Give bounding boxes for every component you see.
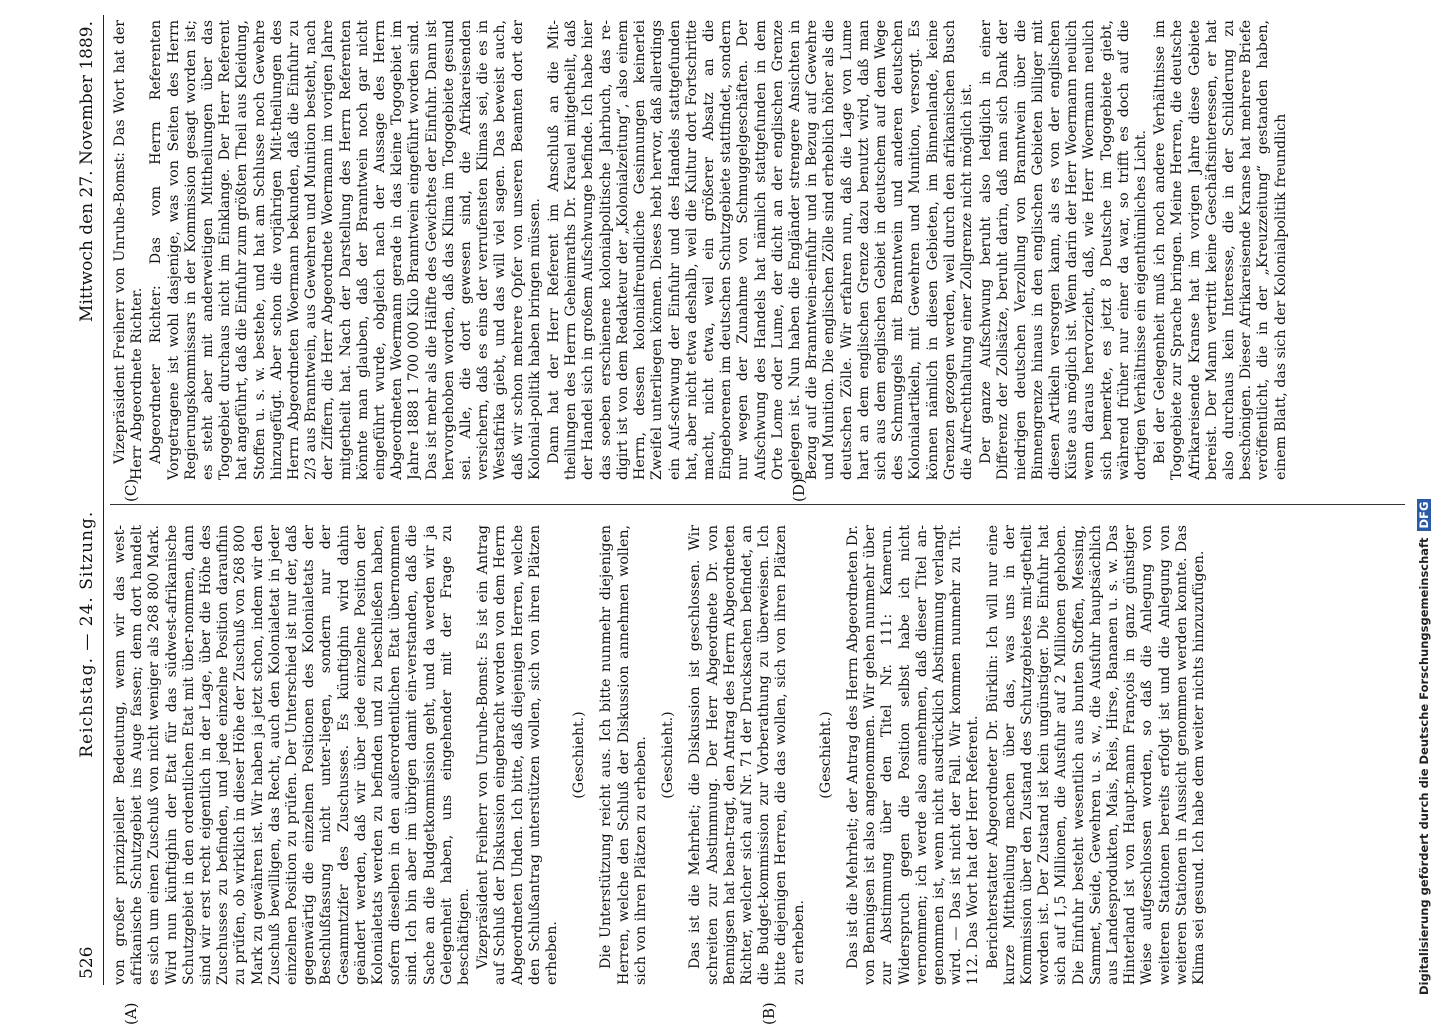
paragraph: Die Unterstützung reicht aus. Ich bitte nunmehr diejenigen Herren, welche den Schluß der Diskussion annehmen wollen, sich von ihren Plätzen zu erheben. — [598, 525, 649, 985]
right-text-column — [112, 20, 1402, 480]
header-title: Reichstag. — 24. Sitzung. — [76, 510, 97, 758]
margin-mark-b: (B) — [760, 1002, 778, 1025]
header-date: Mittwoch den 27. November 1889. — [76, 21, 97, 322]
page-header — [70, 15, 104, 985]
stage-direction: (Geschieht.) — [571, 711, 588, 799]
paragraph: Abgeordneter Richter: Das vom Herrn Referenten Vorgetragene ist wohl dasjenige, was von Seiten des Herrn Regierungskommissars in der Kommission gesagt worden ist; es steht aber mit anderweitigen Mittheilungen über das Togogebiet durchaus nicht im Einklange. Der Herr Referent hat angeführt, daß die Einfuhr zum größten Theil aus Kleidung, Stoffen u. s. w. bestehe, und hat am Schlusse noch Gewehre hinzugefügt. Aber schon die vorjährigen Mit-theilungen des Herrn Abgeordneten Woermann bekunden, daß die Einfuhr zu 2/3 aus Branntwein, aus Gewehren und Munition besteht, nach der Ziffern, die Herr Abgeordnete Woermann im vorigen Jahre mitgetheilt hat. Nach der Darstellung des Herrn Referenten könnte man glauben, daß der Branntwein noch gar nicht eingeführt wurde, obgleich nach der Aussage des Herrn Abgeordneten Woermann gerade in das kleine Togogebiet im Jahre 1888 1 700 000 Kilo Branntwein eingeführt worden sind. Das ist mehr als die Hälfte des Gewichtes der Einfuhr. Dann ist hervorgehoben worden, daß das Klima im Togogebiete gesund sei. Alle, die dort gewesen sind, die Afrikareisenden versichern, daß es eins der verrufensten Klimas sei, die es in Westafrika giebt, und das will viel sagen. Das beweist auch, daß wir schon mehrere Opfer von unseren Beamten dort der Kolonial-politik haben bringen müssen. — [148, 20, 543, 480]
paragraph: Das ist die Mehrheit; der Antrag des Herrn Abgeordneten Dr. von Bennigsen ist also angenommen. Wir gehen nunmehr über zur Abstimmung über den Titel Nr. 111: Kamerun. Widerspruch gegen die Position selbst habe ich nicht vernommen; ich werde also annehmen, daß dieser Titel an-genommen ist, wenn nicht ausdrücklich Abstimmung verlangt wird. — Das ist nicht der Fall. Wir kommen nunmehr zu Tit. 112. Das Wort hat der Herr Referent. — [844, 525, 982, 985]
paragraph: Bei der Gelegenheit muß ich noch andere Verhältnisse im Togogebiete zur Sprache bringen. Meine Herren, die deutsche Afrikareisende Kranse hat im vorigen Jahre diese Gebiete bereist. Der Mann vertritt keine Geschäftsinteressen, er hat also durchaus kein Interesse, die in der Schilderung zu beschönigen. Dieser Afrikareisende Kranse hat mehrere Briefe veröffentlicht, die in der „Kreuzzeitung“ gestanden haben, einem Blatt, das sich der Kolonialpolitik freundlich — [1152, 20, 1289, 480]
margin-mark-a: (A) — [122, 1002, 140, 1025]
paragraph: Vizepräsident Freiherr von Unruhe-Bomst: Das Wort hat der Herr Abgeordnete Richter. — [112, 20, 146, 480]
column-divider — [110, 504, 1405, 505]
left-text-column — [112, 525, 1402, 985]
page-number: 526 — [76, 946, 97, 979]
paragraph: Berichterstatter Abgeordneter Dr. Bürklin: Ich will nur eine kurze Mittheilung machen über das, was uns in der Kommission über den Zustand des Schutzgebietes mit-getheilt worden ist. Der Zustand ist kein ungünstiger. Die Einfuhr hat sich auf 1,5 Millionen, die Ausfuhr auf 2 Millionen gehoben. Die Einfuhr besteht wesentlich aus bunten Stoffen, Messing, Sammet, Seide, Gewehren u. s. w., die Ausfuhr hauptsächlich aus Landesprodukten, Mais, Reis, Hirse, Bananen u. s. w. Das Hinterland ist von Haupt-mann François in ganz günstiger Weise aufgeschlossen worden, so daß die Anlegung von weiteren Stationen bereits erfolgt ist und die Anlegung von weiteren Stationen in Aussicht genommen werden konnte. Das Klima sei gesund. Ich habe dem weiter nichts hinzuzufügen. — [984, 525, 1207, 985]
dfg-logo: DFG — [1417, 499, 1431, 532]
margin-mark-c: (C) — [122, 478, 140, 502]
paragraph: Dann hat der Herr Referent im Anschluß an die Mit-theilungen des Herrn Geheimraths Dr. Krauel mitgetheilt, daß der Handel sich in großem Aufschwunge befinde. Ich habe hier das soeben erschienene kolonialpolitische Jahrbuch, das re-digirt ist von dem Redakteur der „Kolonialzeitung“, also einem Herrn, dessen kolonialfreundliche Gesinnungen keinerlei Zweifel unterliegen können. Dieses hebt hervor, daß allerdings ein Auf-schwung der Einfuhr und des Handels stattgefunden hat, aber nicht etwa deshalb, weil die Kultur dort Fortschritte macht, nicht etwa, weil ein größerer Absatz an die Eingeborenen im deutschen Schutzgebiete stattfindet, sondern nur wegen der Zunahme von Schmuggelgeschäften. Der Aufschwung des Handels hat nämlich stattgefunden in dem Orte Lome oder Lume, der dicht an der englischen Grenze gelegen ist. Nun haben die Engländer strengere Ansichten in Bezug auf die Branntwein-einfuhr und in Bezug auf Gewehre und Munition. Die englischen Zölle sind erheblich höher als die deutschen Zölle. Wir erfahren nun, daß die Lage von Lume hart an dem englischen Grenze dazu benutzt wird, daß man sich aus dem englischen Gebiet in deutschem auf dem Wege des Schmuggels mit Branntwein und anderen deutschen Kolonialartikeln, mit Gewehren und Munition, versorgt. Es können nämlich in diesen Gebieten, im Binnenlande, keine Grenzen gezogen werden, weil durch den afrikanischen Busch die Aufrechthaltung einer Zollgrenze nicht möglich ist. — [546, 20, 975, 480]
credit-text: Digitalisierung gefördert durch die Deutsche Forschungsgemeinschaft — [1417, 537, 1431, 995]
margin-mark-d: (D) — [790, 478, 808, 502]
paragraph: Das ist die Mehrheit; die Diskussion ist geschlossen. Wir schreiten zur Abstimmung. Der Herr Abgeordnete Dr. von Bennigsen hat bean-tragt, den Antrag des Herrn Abgeordneten Richter, welcher sich auf Nr. 71 der Drucksachen befindet, an die Budget-kommission zur Vorberathung zu überweisen. Ich bitte diejenigen Herren, die das wollen, sich von ihren Plätzen zu erheben. — [687, 525, 807, 985]
paragraph: von großer prinzipieller Bedeutung, wenn wir das west-afrikanische Schutzgebiet ins Auge fassen; denn dort handelt es sich um einen Zuschuß von nicht weniger als 268 800 Mark. Wird nun künftighin der Etat für das südwest-afrikanische Schutzgebiet in den ordentlichen Etat mit über-nommen, dann sind wir erst recht eigentlich in der Lage, über die Höhe des Zuschusses zu befinden, und jede einzelne Position daraufhin zu prüfen, ob wirklich in dieser Höhe der Zuschuß von 268 800 Mark zu gewähren ist. Wir haben ja jetzt schon, indem wir den Zuschuß bewilligen, das Recht, auch den Kolonialetat in jeder einzelnen Position zu prüfen. Der Unterschied ist nur der, daß gegenwärtig die einzelnen Positionen des Kolonialetats der Beschlußfassung nicht unter-liegen, sondern nur der Gesammtzifer des Zuschusses. Es künftighin wird dahin geändert werden, daß wir über jede einzelne Position der Kolonialetats werden zu befinden und zu beschließen haben, sofern dieselben in den außerordentlichen Etat übernommen sind. Ich bin aber im übrigen damit ein-verstanden, daß die Sache an die Budgetkommission geht, und da werden wir ja Gelegenheit haben, uns eingehender mit der Frage zu beschäftigen. — [112, 525, 473, 985]
digitization-credit — [1417, 499, 1431, 995]
stage-direction: (Geschieht.) — [817, 711, 834, 799]
stage-direction: (Geschieht.) — [660, 711, 677, 799]
paragraph: Vizepräsident Freiherr von Unruhe-Bomst: Es ist ein Antrag auf Schluß der Diskussion eingebracht worden von dem Herrn Abgeordneten Uhden. Ich bitte, daß diejenigen Herren, welche den Schlußantrag unterstützen wollen, sich von ihren Plätzen erheben. — [475, 525, 561, 985]
rotated-page-content — [70, 15, 1410, 1025]
paragraph: Der ganze Aufschwung beruht also lediglich in einer Differenz der Zollsätze, beruht darin, daß man sich Dank der niedrigen deutschen Verzollung von Branntwein über die Binnengrenze hinaus in den englischen Gebieten billiger mit diesen Artikeln versorgen kann, als es von der englischen Küste aus möglich ist. Wenn darin der Herr Woermann neulich wenn daraus hervorzieht, daß, wie Herr Woermann neulich sich bemerkte, es jetzt 8 Deutsche im Togogebiete giebt, während früher nur einer da war, so trifft es doch auf die dortigen Verhältnisse ein eigenthümliches Licht. — [978, 20, 1149, 480]
